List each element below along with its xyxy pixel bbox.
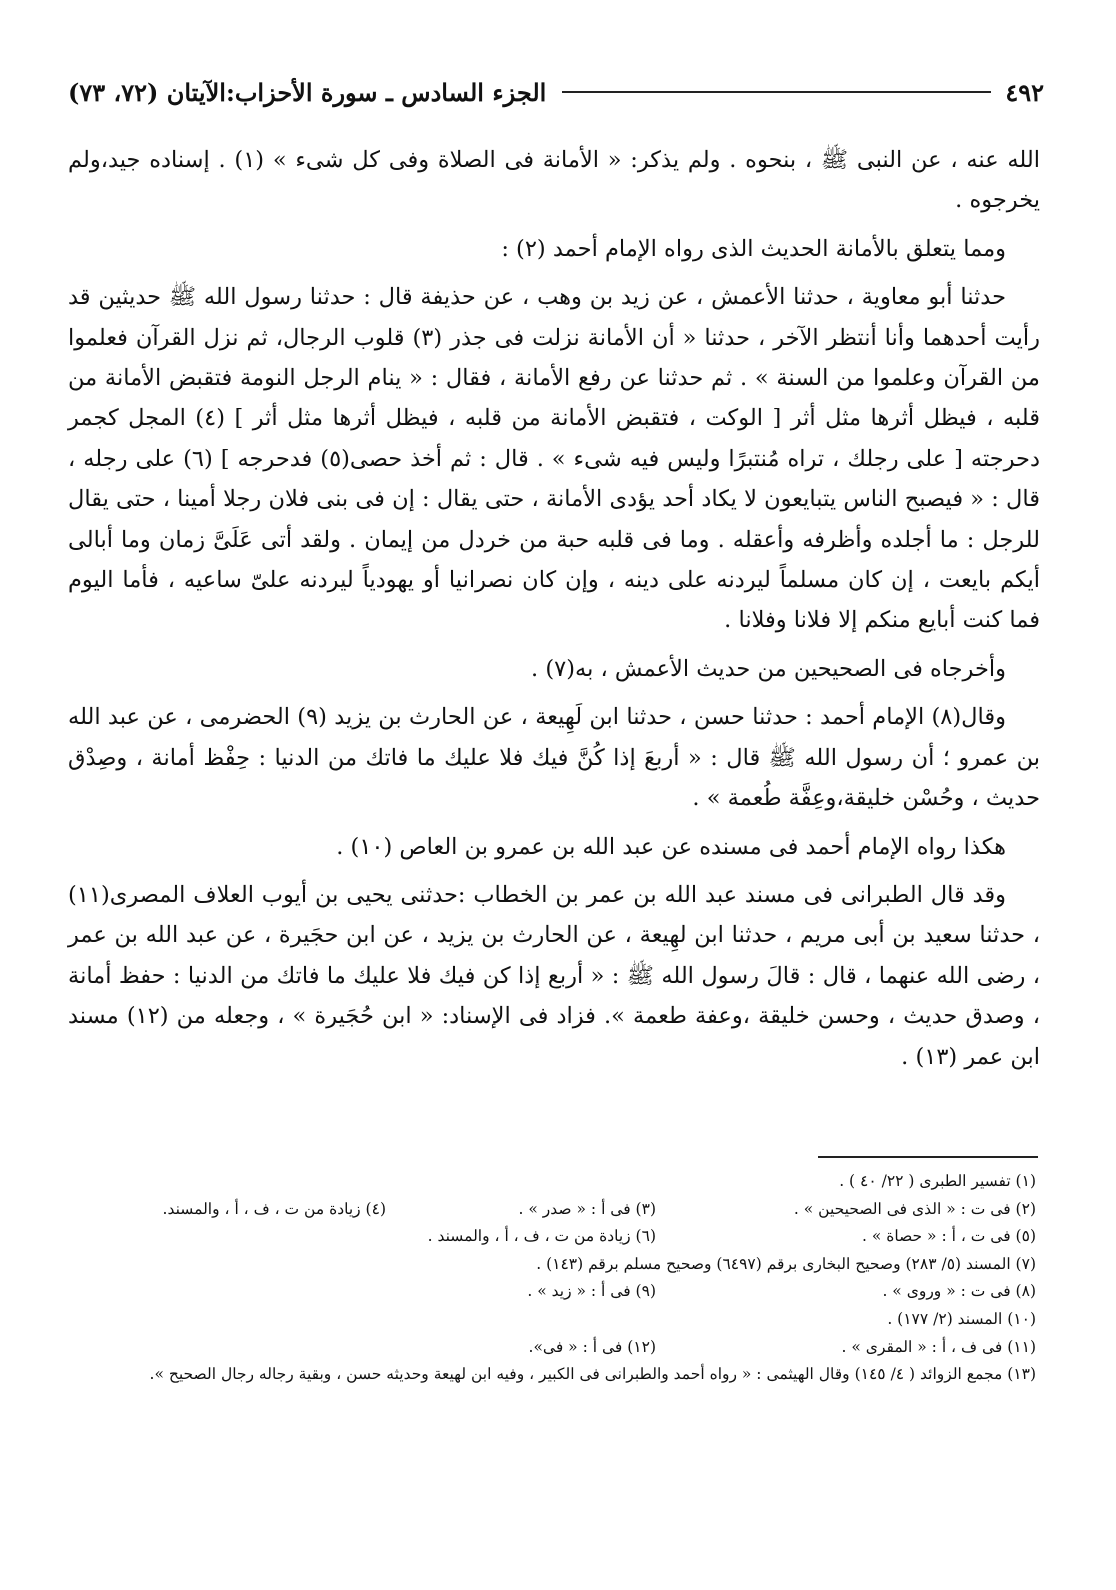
footnote-row — [78, 1334, 1036, 1362]
footnote: (١) تفسير الطبرى ( ٢٢/ ٤٠ ) . — [839, 1172, 1036, 1190]
paragraph: ومما يتعلق بالأمانة الحديث الذى رواه الإمام أحمد (٢) : — [501, 235, 1006, 262]
footnote: (٥) فى ت ، أ : « حصاة » . — [862, 1227, 1036, 1246]
footnote-row — [78, 1251, 1036, 1279]
footnote-row — [78, 1223, 1036, 1251]
footnote: (١٢) فى أ : « فى». — [528, 1337, 656, 1356]
footnote: (٤) زيادة من ت ، ف ، أ ، والمسند. — [162, 1199, 386, 1218]
paragraph: وأخرجاه فى الصحيحين من حديث الأعمش ، به(٧) . — [531, 655, 1006, 682]
footnote-row — [78, 1361, 1036, 1389]
footnote: (١٣) مجمع الزوائد ( ٤/ ١٤٥) وقال الهيثمى : « رواه أحمد والطبرانى فى الكبير ، وفيه ابن لهيعة وحديثه حسن ، وبقية رجاله رجال الصحيح ». — [149, 1365, 1036, 1384]
header-rule — [562, 91, 991, 93]
paragraph: وقال(٨) الإمام أحمد : حدثنا حسن ، حدثنا ابن لَهِيعة ، عن الحارث بن يزيد (٩) الحضرمى ، عن عبد الله بن عمرو ؛ أن رسول الله ﷺ قال : « أربعَ إذا كُنَّ فيك فلا عليك ما فاتك من الدنيا : حِفْظ أمانة ، وصِدْق حديث ، وحُسْن خليقة،وعِفَّة طُعمة » . — [68, 704, 1040, 812]
footnote: (٨) فى ت : « وروى » . — [882, 1282, 1036, 1301]
footnote: (٧) المسند (٥/ ٢٨٣) وصحيح البخارى برقم (٦٤٩٧) وصحيح مسلم برقم (١٤٣) . — [536, 1254, 1036, 1273]
paragraph: حدثنا أبو معاوية ، حدثنا الأعمش ، عن زيد بن وهب ، عن حذيفة قال : حدثنا رسول الله ﷺ حديثين قد رأيت أحدهما وأنا أنتظر الآخر ، حدثنا « أن الأمانة نزلت فى جذر (٣) قلوب الرجال، ثم نزل القرآن فعلموا من القرآن وعلموا من السنة » . ثم حدثنا عن رفع الأمانة ، فقال : « ينام الرجل النومة فتقبض الأمانة من قلبه ، فيظل أثرها مثل أثر [ الوكت ، فتقبض الأمانة من قلبه ، فيظل أثرها مثل أثر ] (٤) المجل كجمر دحرجته [ على رجلك ، تراه مُنتبرًا وليس فيه شىء » . قال : ثم أخذ حصى(٥) فدحرجه ] (٦) على رجله ، قال : « فيصبح الناس يتبايعون لا يكاد أحد يؤدى الأمانة ، حتى يقال : إن فى بنى فلان رجلا أمينا ، حتى يقال للرجل : ما أجلده وأظرفه وأعقله . وما فى قلبه حبة من خردل من إيمان . ولقد أتى عَلَىَّ زمان وما أبالى أيكم بايعت ، إن كان مسلماً ليردنه على دينه ، وإن كان نصرانيا أو يهودياً ليردنه علىّ ساعيه ، فأما اليوم فما كنت أبايع منكم إلا فلانا وفلانا . — [68, 284, 1040, 634]
running-title: الجزء السادس ـ سورة الأحزاب:الآيتان (٧٢، ٧٣) — [68, 77, 547, 107]
main-text — [68, 140, 1040, 1077]
footnote: (٩) فى أ : « زيد » . — [527, 1282, 656, 1301]
footnote: (٦) زيادة من ت ، ف ، أ ، والمسند . — [427, 1227, 656, 1246]
footnote-separator — [818, 1156, 1038, 1158]
footnote-row — [78, 1278, 1036, 1306]
footnote-row — [78, 1196, 1036, 1224]
paragraph: وقد قال الطبرانى فى مسند عبد الله بن عمر بن الخطاب :حدثنى يحيى بن أيوب العلاف المصرى(١١) ، حدثنا سعيد بن أبى مريم ، حدثنا ابن لهِيعة ، عن الحارث بن يزيد ، عن ابن حجَيرة ، عن عبد الله بن عمر ، رضى الله عنهما ، قال : قالَ رسول الله ﷺ : « أربع إذا كن فيك فلا عليك ما فاتك من الدنيا : حفظ أمانة ، وصدق حديث ، وحسن خليقة ،وعفة طعمة ». فزاد فى الإسناد: « ابن حُجَيرة » ، وجعله من (١٢) مسند ابن عمر (١٣) . — [68, 881, 1040, 1070]
footnote-row — [78, 1306, 1036, 1334]
paragraph: الله عنه ، عن النبى ﷺ ، بنحوه . ولم يذكر: « الأمانة فى الصلاة وفى كل شىء » (١) . إسناده جيد،ولم يخرجوه . — [68, 147, 1040, 214]
footnote: (١٠) المسند (٢/ ١٧٧) . — [887, 1309, 1036, 1328]
page-number: ٤٩٢ — [1005, 77, 1044, 107]
footnote: (٣) فى أ : « صدر » . — [518, 1199, 656, 1218]
page-header — [68, 72, 1044, 112]
footnotes — [78, 1168, 1036, 1389]
paragraph: هكذا رواه الإمام أحمد فى مسنده عن عبد الله بن عمرو بن العاص (١٠) . — [336, 833, 1006, 860]
footnote: (٢) فى ت : « الذى فى الصحيحين » . — [793, 1199, 1036, 1218]
footnote: (١١) فى ف ، أ : « المقرى » . — [841, 1337, 1036, 1356]
footnote-row — [78, 1168, 1036, 1196]
